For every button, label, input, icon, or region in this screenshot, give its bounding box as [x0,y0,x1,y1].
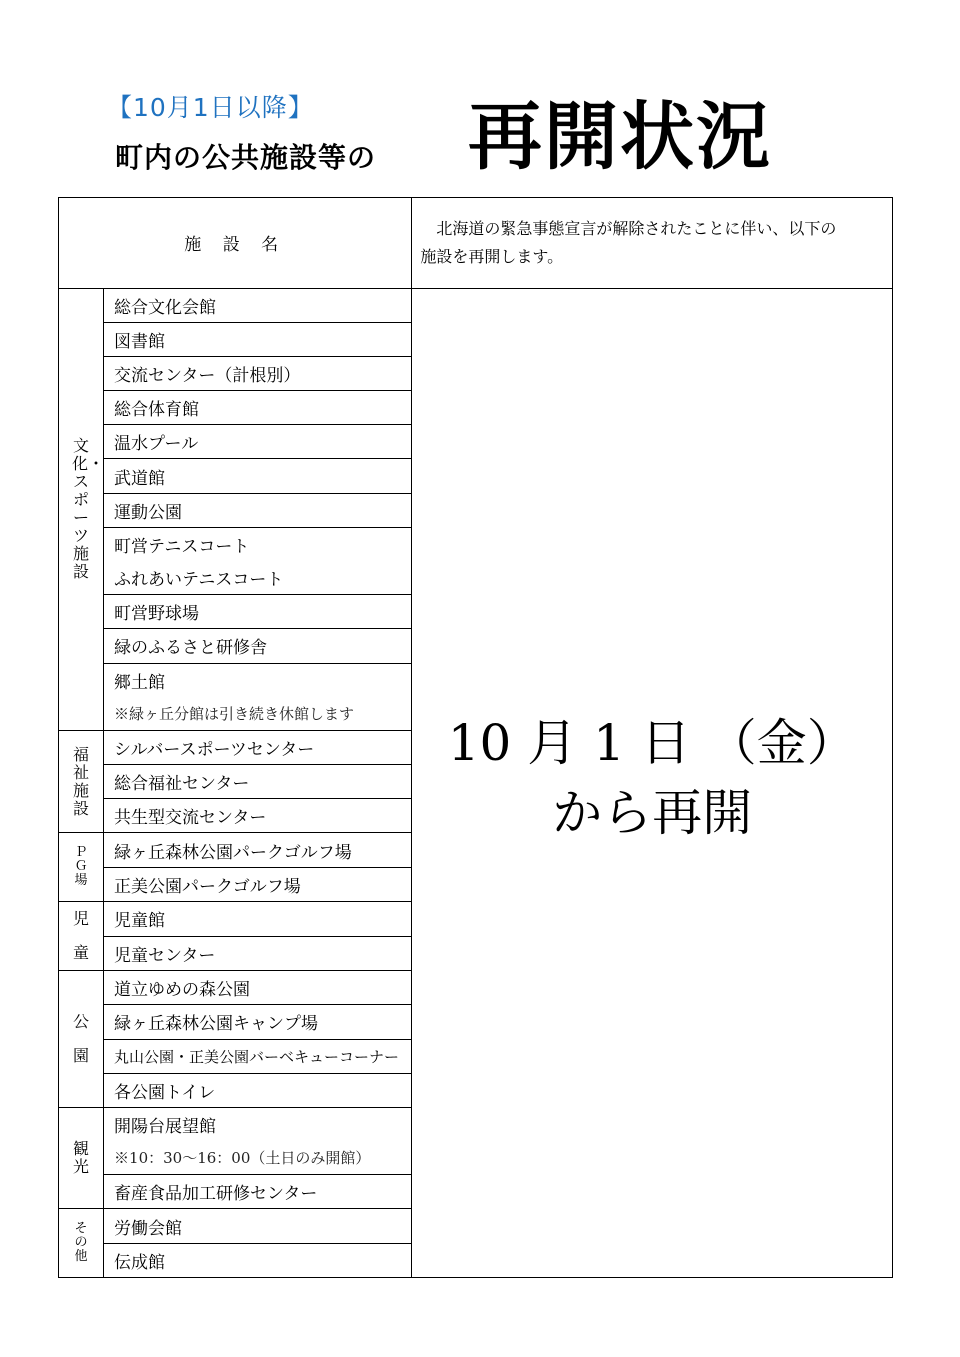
category-tourism: 観光 [59,1107,104,1209]
reopening-description [412,198,893,289]
category-park-golf: ＰＧ場 [59,833,104,901]
facility-item: 開陽台展望館 [104,1107,412,1141]
facility-item: 運動公園 [104,493,412,527]
facility-item: 緑のふるさと研修舎 [104,629,412,663]
facility-item: 町営野球場 [104,595,412,629]
facility-item: 総合文化会館 [104,288,412,322]
facility-item: 丸山公園・正美公園バーベキューコーナー [104,1039,412,1073]
facility-item: 温水プール [104,425,412,459]
facility-item: 武道館 [104,459,412,493]
facility-item: 伝成館 [104,1243,412,1277]
facility-item: 緑ヶ丘森林公園キャンプ場 [104,1005,412,1039]
category-children: 児童 [59,901,104,970]
facility-item: 児童館 [104,901,412,936]
facility-name-header: 施 設 名 [59,198,412,289]
category-culture-sports: 文化・スポーツ施設 [59,288,104,730]
facility-item: 緑ヶ丘森林公園パークゴルフ場 [104,833,412,867]
facility-item: ふれあいテニスコート [104,561,412,595]
facility-note: ※緑ヶ丘分館は引き続き休館します [104,697,412,731]
facility-item: 総合福祉センター [104,765,412,799]
description-line: 北海道の緊急事態宣言が解除されたことに伴い、以下の [436,218,837,238]
table-header-row [59,198,893,289]
document-heading: 町内の公共施設等の [115,141,377,174]
facility-item: 図書館 [104,322,412,356]
facility-note: ※10：30～16：00（土日のみ開館） [104,1141,412,1175]
facility-item: 正美公園パークゴルフ場 [104,867,412,901]
facility-item: 各公園トイレ [104,1073,412,1107]
facility-table [58,197,893,1278]
facility-item: 道立ゆめの森公園 [104,971,412,1005]
category-parks: 公園 [59,971,104,1108]
facility-item: 総合体育館 [104,391,412,425]
category-other: その他 [59,1209,104,1278]
category-welfare: 福祉施設 [59,730,104,833]
facility-item: 交流センター（計根別） [104,356,412,390]
facility-item: 共生型交流センター [104,799,412,833]
facility-item: シルバースポーツセンター [104,730,412,764]
reopen-date: 10 月 1 日 （金） [447,713,857,772]
reopening-status [412,288,893,1278]
description-line: 施設を再開します。 [420,246,564,266]
facility-item: 労働会館 [104,1209,412,1243]
facility-item: 畜産食品加工研修センター [104,1175,412,1209]
reopen-text: から再開 [552,783,753,842]
facility-item: 児童センター [104,936,412,971]
date-subtitle: 【10月1日以降】 [107,93,314,122]
facility-item: 町営テニスコート [104,527,412,561]
facility-item: 郷土館 [104,663,412,697]
document-title: 再開状況 [468,94,772,180]
